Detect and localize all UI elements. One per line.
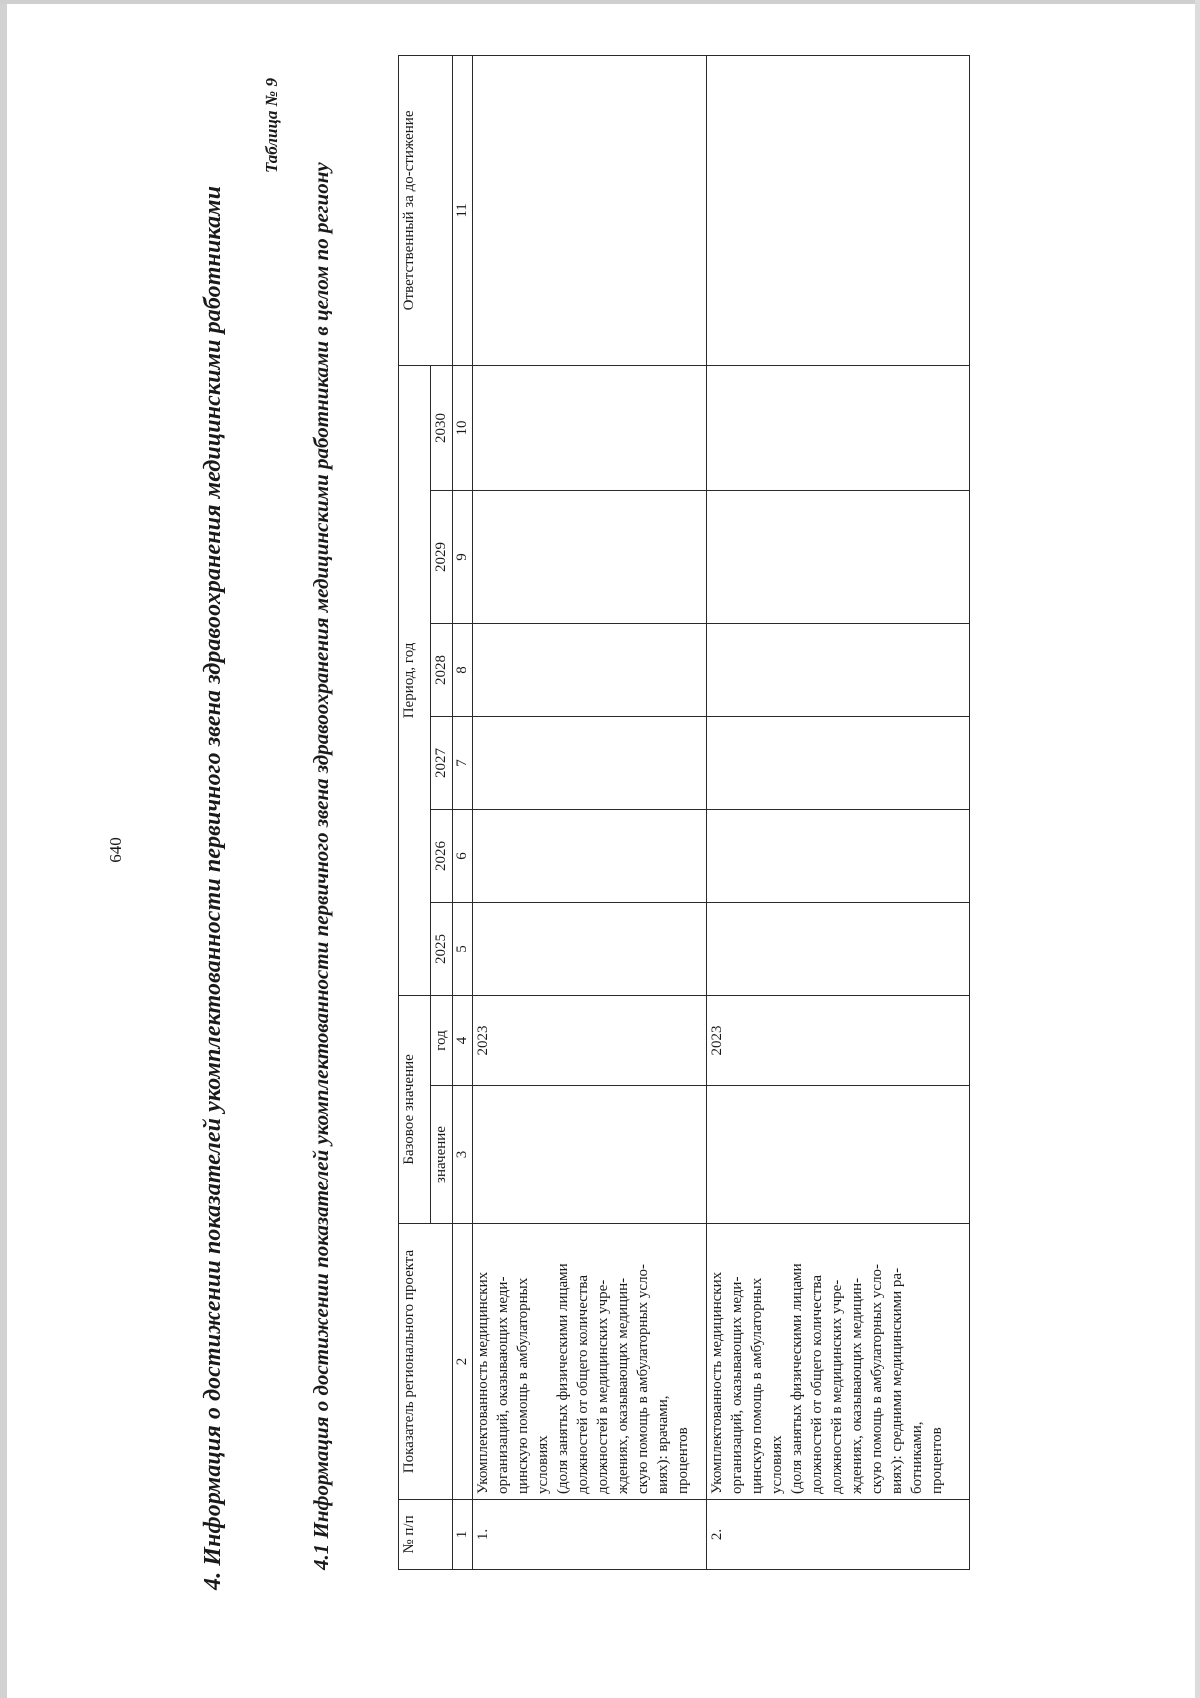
- indicator-line: должностей от общего количества: [809, 1275, 825, 1494]
- indicator-line: организаций, оказывающих меди-: [495, 1276, 511, 1494]
- column-number: 10: [453, 365, 473, 490]
- header-base-year: год: [431, 995, 453, 1085]
- responsible-cell: [707, 55, 970, 365]
- period-cell: [473, 365, 707, 490]
- period-cell: [473, 623, 707, 716]
- indicator-line: виях): врачами,: [655, 1395, 671, 1494]
- table-row: [707, 55, 970, 1569]
- period-cell: [707, 623, 970, 716]
- period-cell: [473, 716, 707, 809]
- header-indicator: Показатель регионального проекта: [399, 1224, 453, 1500]
- header-row-1: [399, 55, 431, 1569]
- indicator-line: (доля занятых физическими лицами: [555, 1263, 571, 1494]
- base-value-cell: [707, 1086, 970, 1224]
- base-year-cell: 2023: [707, 995, 970, 1085]
- section-title: 4. Информация о достижении показателей укомплектованности первичного звена здравоохранения медицинскими работниками: [200, 185, 226, 1590]
- indicator-line: должностей в медицинских учре-: [829, 1279, 845, 1494]
- period-cell: [707, 809, 970, 902]
- column-number: 6: [453, 809, 473, 902]
- period-cell: [473, 809, 707, 902]
- indicator-line: ждениях, оказывающих медицин-: [849, 1277, 865, 1494]
- base-year-cell: 2023: [473, 995, 707, 1085]
- column-number-row: [453, 55, 473, 1569]
- header-year: 2027: [431, 716, 453, 809]
- header-year: 2025: [431, 902, 453, 995]
- indicator-line: организаций, оказывающих меди-: [729, 1276, 745, 1494]
- row-num: 2.: [707, 1500, 970, 1570]
- period-cell: [473, 490, 707, 623]
- header-responsible: Ответственный за до-стижение: [399, 55, 453, 365]
- indicator-line: цинскую помощь в амбулаторных: [515, 1277, 531, 1494]
- indicator-line: условиях: [535, 1435, 551, 1494]
- period-cell: [707, 365, 970, 490]
- indicator-line: Укомплектованность медицинских: [475, 1271, 491, 1494]
- responsible-cell: [473, 55, 707, 365]
- indicator-line: цинскую помощь в амбулаторных: [749, 1277, 765, 1494]
- header-base: Базовое значение: [399, 995, 431, 1223]
- subsection-title: 4.1 Информация о достижении показателей укомплектованности первичного звена здравоохранения медицинскими работниками в целом по региону: [309, 162, 333, 1570]
- indicator-line: должностей в медицинских учре-: [595, 1279, 611, 1494]
- column-number: 3: [453, 1086, 473, 1224]
- header-period: Период, год: [399, 365, 431, 995]
- header-year: 2029: [431, 490, 453, 623]
- period-cell: [707, 490, 970, 623]
- indicator-line: должностей от общего количества: [575, 1275, 591, 1494]
- indicator-line: виях): средними медицинскими ра-: [889, 1267, 905, 1494]
- indicator-line: ждениях, оказывающих медицин-: [615, 1277, 631, 1494]
- indicator-line: скую помощь в амбулаторных усло-: [635, 1263, 651, 1494]
- header-year: 2028: [431, 623, 453, 716]
- indicator-line: условиях: [769, 1435, 785, 1494]
- indicator-line: (доля занятых физическими лицами: [789, 1263, 805, 1494]
- table-label: Таблица № 9: [262, 78, 281, 174]
- period-cell: [473, 902, 707, 995]
- indicators-table: [398, 55, 970, 1570]
- column-number: 2: [453, 1224, 473, 1500]
- base-value-cell: [473, 1086, 707, 1224]
- column-number: 1: [453, 1500, 473, 1570]
- indicator-line: процентов: [929, 1427, 945, 1494]
- row-num: 1.: [473, 1500, 707, 1570]
- page-number: 640: [106, 837, 125, 863]
- indicator-line: процентов: [675, 1427, 691, 1494]
- header-base-value: значение: [431, 1086, 453, 1224]
- period-cell: [707, 902, 970, 995]
- column-number: 5: [453, 902, 473, 995]
- indicator-line: ботниками,: [909, 1421, 925, 1494]
- column-number: 8: [453, 623, 473, 716]
- header-year: 2030: [431, 365, 453, 490]
- header-num: № п/п: [399, 1500, 453, 1570]
- header-year: 2026: [431, 809, 453, 902]
- column-number: 11: [453, 55, 473, 365]
- column-number: 4: [453, 995, 473, 1085]
- column-number: 7: [453, 716, 473, 809]
- period-cell: [707, 716, 970, 809]
- row-indicator: [473, 1224, 707, 1500]
- indicator-line: скую помощь в амбулаторных усло-: [869, 1263, 885, 1494]
- row-indicator: [707, 1224, 970, 1500]
- column-number: 9: [453, 490, 473, 623]
- indicator-line: Укомплектованность медицинских: [709, 1271, 725, 1494]
- table-row: [473, 55, 707, 1569]
